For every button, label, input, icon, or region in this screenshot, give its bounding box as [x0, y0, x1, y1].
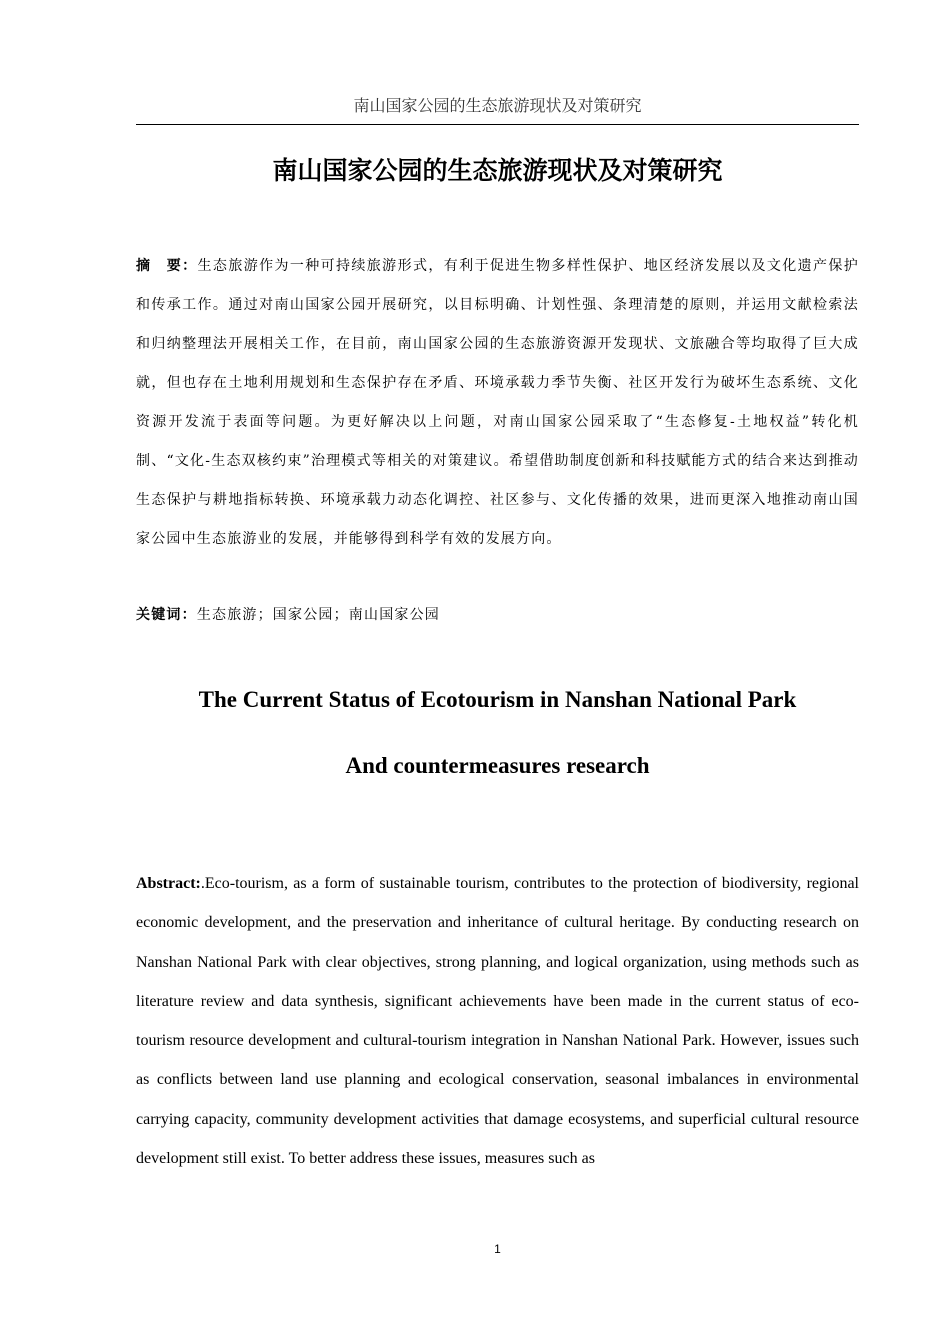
english-abstract-text: .Eco-tourism, as a form of sustainable tourism, contributes to the protection of biodiversity, regional economic development, and the preservation and inheritance of cultural heritage. By conducting research on Nanshan National Park with clear objectives, strong planning, and logical organization, using methods such as literature review and data synthesis, significant achievements have been made in the current status of eco-tourism resource development and cultural-tourism integration in Nanshan National Park. However, issues such as conflicts between land use planning and ecological conservation, seasonal imbalances in environmental carrying capacity, community development activities that damage ecosystems, and superficial cultural resource development still exist. To better address these issues, measures such as — [136, 875, 859, 1168]
english-abstract-label: Abstract: — [136, 875, 201, 892]
chinese-keywords-label: 关键词： — [136, 607, 197, 623]
english-title-line-1: The Current Status of Ecotourism in Nanshan National Park — [198, 687, 797, 712]
chinese-title: 南山国家公园的生态旅游现状及对策研究 — [272, 156, 723, 185]
page-number: 1 — [494, 1242, 501, 1256]
chinese-abstract — [136, 247, 859, 559]
header-divider — [136, 124, 859, 125]
english-abstract — [136, 864, 859, 1178]
chinese-abstract-label: 摘 要： — [136, 258, 198, 274]
chinese-keywords-text: 生态旅游；国家公园；南山国家公园 — [196, 607, 441, 623]
running-header: 南山国家公园的生态旅游现状及对策研究 — [353, 96, 642, 115]
chinese-keywords — [136, 603, 859, 627]
english-title-line-2: And countermeasures research — [345, 753, 650, 778]
chinese-abstract-text: 生态旅游作为一种可持续旅游形式，有利于促进生物多样性保护、地区经济发展以及文化遗产保护和传承工作。通过对南山国家公园开展研究，以目标明确、计划性强、条理清楚的原则，并运用文献检索法和归纳整理法开展相关工作，在目前，南山国家公园的生态旅游资源开发现状、文旅融合等均取得了巨大成就，但也存在土地利用规划和生态保护存在矛盾、环境承载力季节失衡、社区开发行为破坏生态系统、文化资源开发流于表面等问题。为更好解决以上问题，对南山国家公园采取了“生态修复-土地权益”转化机制、“文化-生态双核约束”治理模式等相关的对策建议。希望借助制度创新和科技赋能方式的结合来达到推动生态保护与耕地指标转换、环境承载力动态化调控、社区参与、文化传播的效果，进而更深入地推动南山国家公园中生态旅游业的发展，并能够得到科学有效的发展方向。 — [136, 258, 859, 547]
